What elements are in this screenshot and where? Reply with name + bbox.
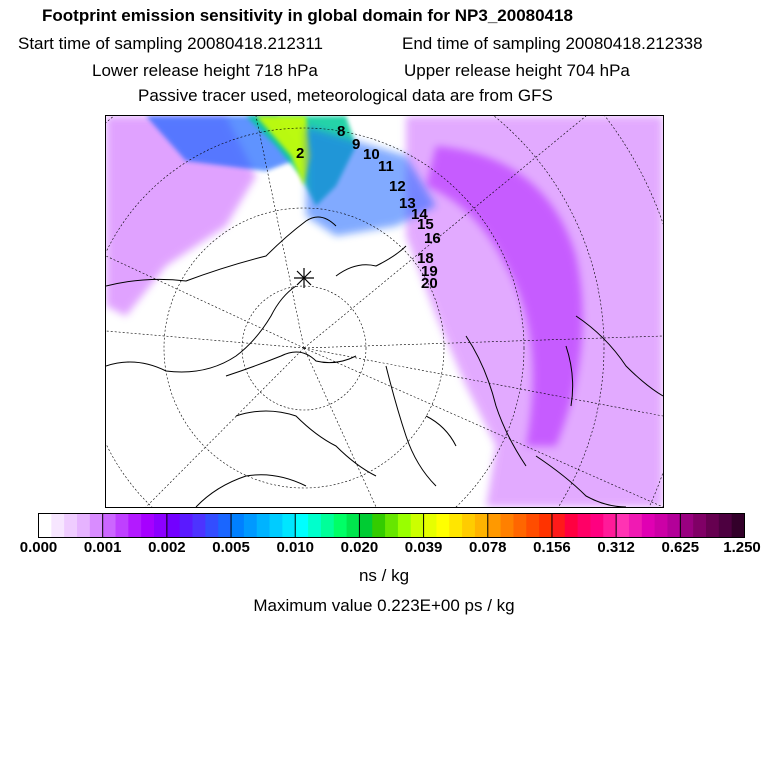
- colorbar-cell: [565, 514, 578, 538]
- trajectory-label: 14: [411, 206, 428, 223]
- colorbar-cell: [231, 514, 244, 538]
- colorbar-cell: [51, 514, 64, 538]
- colorbar-cell: [270, 514, 283, 538]
- colorbar-cell: [257, 514, 270, 538]
- colorbar-cell: [295, 514, 308, 538]
- colorbar-cell: [552, 514, 565, 538]
- end-time: End time of sampling 20080418.212338: [402, 34, 703, 53]
- colorbar-cell: [359, 514, 372, 538]
- colorbar-cell: [616, 514, 629, 538]
- release-point-marker: [294, 268, 314, 288]
- colorbar-cell: [732, 514, 745, 538]
- colorbar-tick-label: 0.000: [19, 539, 58, 556]
- trajectory-label: 13: [399, 195, 416, 212]
- colorbar-cell: [436, 514, 449, 538]
- colorbar-cell: [154, 514, 167, 538]
- colorbar-tick-label: 0.001: [83, 539, 122, 556]
- colorbar: [38, 513, 746, 539]
- upper-release-height: Upper release height 704 hPa: [404, 61, 630, 80]
- colorbar-cell: [347, 514, 360, 538]
- colorbar-cell: [372, 514, 385, 538]
- colorbar-cell: [655, 514, 668, 538]
- colorbar-cell: [205, 514, 218, 538]
- trajectory-label: 8: [337, 123, 346, 140]
- trajectory-label: 16: [424, 230, 441, 247]
- colorbar-cell: [590, 514, 603, 538]
- colorbar-cell: [180, 514, 193, 538]
- colorbar-cell: [411, 514, 424, 538]
- colorbar-unit: ns / kg: [358, 566, 410, 585]
- colorbar-cell: [193, 514, 206, 538]
- colorbar-cell: [334, 514, 347, 538]
- colorbar-cell: [501, 514, 514, 538]
- colorbar-cell: [398, 514, 411, 538]
- colorbar-cell: [39, 514, 52, 538]
- start-time: Start time of sampling 20080418.212311: [18, 34, 323, 53]
- colorbar-cell: [488, 514, 501, 538]
- trajectory-label: 15: [417, 216, 434, 233]
- colorbar-cell: [128, 514, 141, 538]
- map-canvas: [106, 116, 663, 507]
- colorbar-cell: [706, 514, 719, 538]
- trajectory-label: 9: [352, 136, 361, 153]
- tracer-note: Passive tracer used, meteorological data are from GFS: [138, 86, 553, 105]
- colorbar-cell: [539, 514, 552, 538]
- colorbar-cell: [385, 514, 398, 538]
- colorbar-cell: [449, 514, 462, 538]
- colorbar-tick-label: 0.020: [340, 539, 379, 556]
- colorbar-cell: [526, 514, 539, 538]
- trajectory-label: 10: [363, 146, 380, 163]
- colorbar-tick-label: 0.039: [404, 539, 443, 556]
- colorbar-cell: [77, 514, 90, 538]
- colorbar-cell: [244, 514, 257, 538]
- colorbar-cell: [667, 514, 680, 538]
- colorbar-cell: [513, 514, 526, 538]
- colorbar-cell: [218, 514, 231, 538]
- colorbar-tick-label: 1.250: [723, 539, 761, 556]
- colorbar-tick-label: 0.010: [276, 539, 314, 556]
- colorbar-tick-label: 0.312: [597, 539, 635, 556]
- colorbar-cell: [462, 514, 475, 538]
- trajectory-label: 2: [296, 145, 305, 162]
- colorbar-cell: [282, 514, 295, 538]
- colorbar-cell: [475, 514, 488, 538]
- colorbar-cell: [603, 514, 616, 538]
- plot-title: Footprint emission sensitivity in global domain for NP3_20080418: [42, 6, 573, 25]
- maximum-value: Maximum value 0.223E+00 ps / kg: [253, 596, 515, 615]
- colorbar-cell: [424, 514, 437, 538]
- colorbar-cell: [578, 514, 591, 538]
- trajectory-label: 20: [421, 275, 438, 292]
- colorbar-cell: [308, 514, 321, 538]
- footprint-map: [105, 115, 664, 508]
- colorbar-cell: [642, 514, 655, 538]
- colorbar-cell: [90, 514, 103, 538]
- trajectory-label: 18: [417, 250, 434, 267]
- colorbar-tick-label: 0.156: [533, 539, 571, 556]
- trajectory-label: 12: [389, 178, 406, 195]
- colorbar-cell: [719, 514, 732, 538]
- colorbar-tick-label: 0.002: [148, 539, 186, 556]
- colorbar-cell: [64, 514, 77, 538]
- trajectory-label: 11: [378, 158, 394, 175]
- colorbar-cell: [321, 514, 334, 538]
- colorbar-cell: [629, 514, 642, 538]
- colorbar-cell: [141, 514, 154, 538]
- colorbar-cell: [693, 514, 706, 538]
- colorbar-tick-label: 0.078: [468, 539, 507, 556]
- colorbar-tick-label: 0.005: [212, 539, 250, 556]
- colorbar-cell: [103, 514, 116, 538]
- colorbar-tick-label: 0.625: [661, 539, 700, 556]
- lower-release-height: Lower release height 718 hPa: [92, 61, 318, 80]
- colorbar-cell: [116, 514, 129, 538]
- colorbar-cell: [167, 514, 180, 538]
- colorbar-cell: [680, 514, 693, 538]
- trajectory-label: 19: [421, 263, 438, 280]
